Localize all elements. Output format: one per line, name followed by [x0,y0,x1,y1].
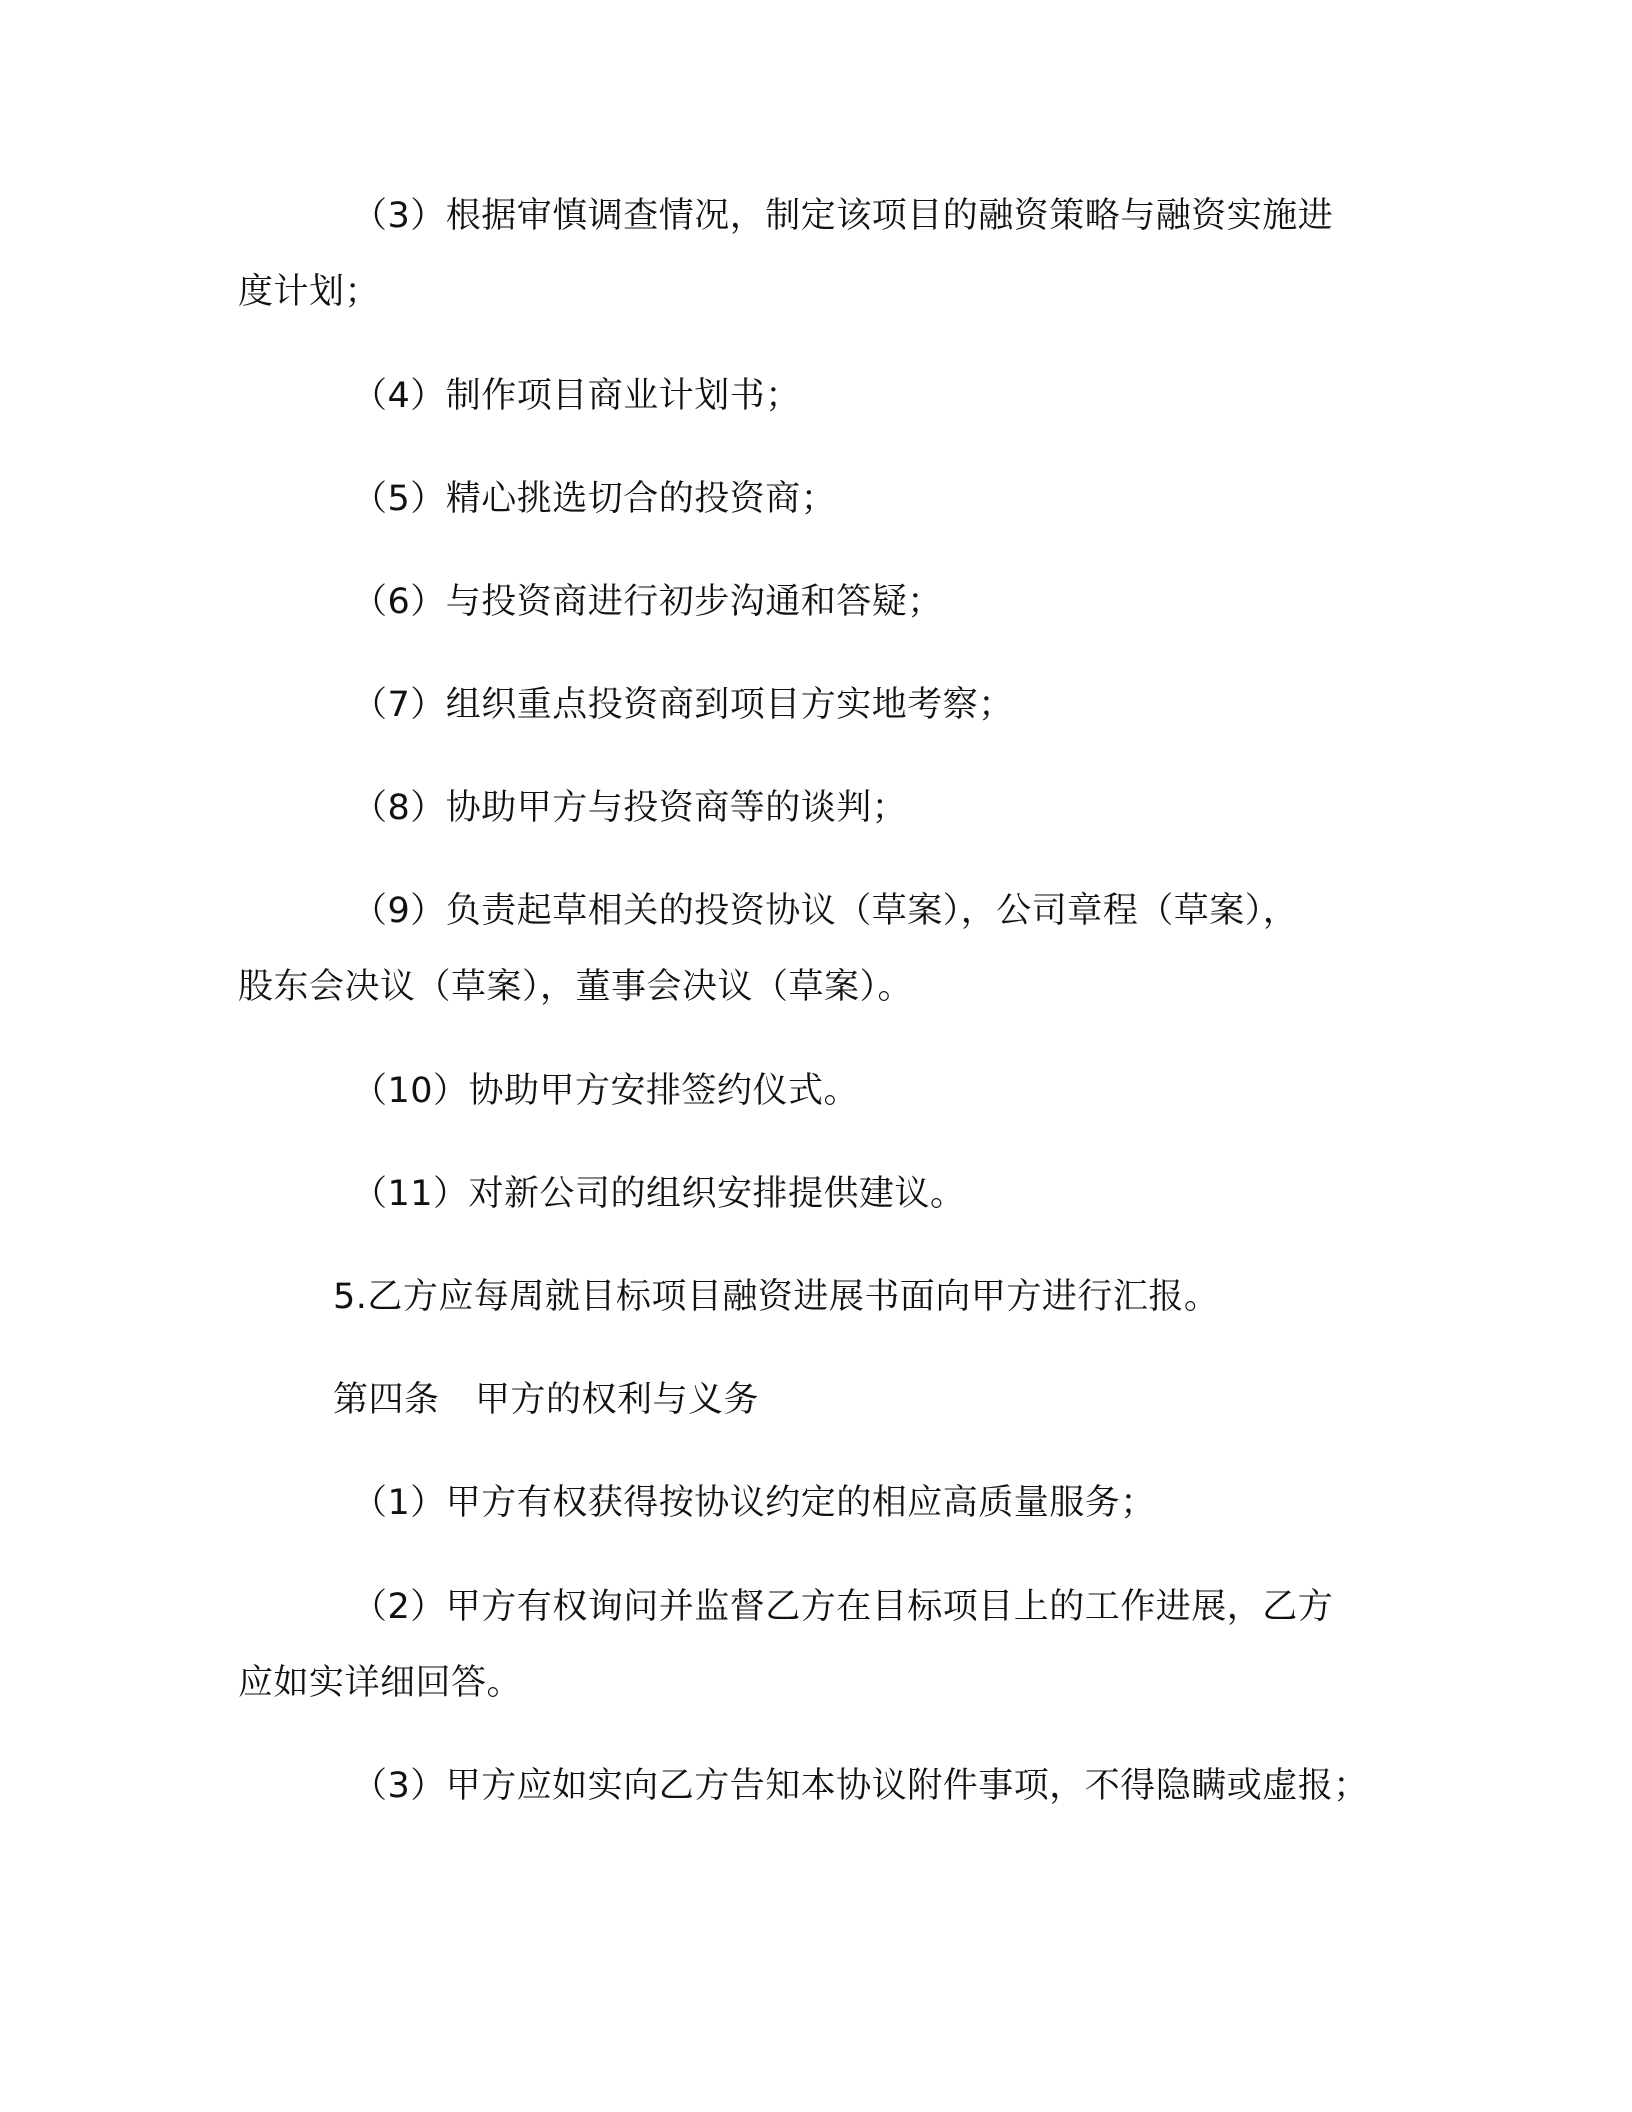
paragraph-party-a-1: （1）甲方有权获得按协议约定的相应高质量服务； [352,1483,1156,1523]
paragraph-clause-5: 5.乙方应每周就目标项目融资进展书面向甲方进行汇报。 [333,1277,1220,1317]
paragraph-party-a-2-line1: （2）甲方有权询问并监督乙方在目标项目上的工作进展，乙方 [352,1587,1334,1627]
paragraph-item-5: （5）精心挑选切合的投资商； [352,479,837,519]
section-heading-article-4: 第四条 甲方的权利与义务 [333,1380,760,1420]
paragraph-item-3-line1: （3）根据审慎调查情况，制定该项目的融资策略与融资实施进 [352,196,1334,236]
paragraph-item-6: （6）与投资商进行初步沟通和答疑； [352,582,943,622]
paragraph-item-9-line2: 股东会决议（草案），董事会决议（草案）。 [238,967,914,1007]
paragraph-item-3-line2: 度计划； [238,272,381,312]
paragraph-item-8: （8）协助甲方与投资商等的谈判； [352,788,908,828]
paragraph-item-9-line1: （9）负责起草相关的投资协议（草案），公司章程（草案）， [352,891,1299,931]
paragraph-item-11: （11）对新公司的组织安排提供建议。 [352,1174,966,1214]
paragraph-party-a-2-line2: 应如实详细回答。 [238,1663,523,1703]
paragraph-item-7: （7）组织重点投资商到项目方实地考察； [352,685,1014,725]
paragraph-item-10: （10）协助甲方安排签约仪式。 [352,1071,860,1111]
paragraph-party-a-3: （3）甲方应如实向乙方告知本协议附件事项，不得隐瞒或虚报； [352,1766,1369,1806]
paragraph-item-4: （4）制作项目商业计划书； [352,376,801,416]
